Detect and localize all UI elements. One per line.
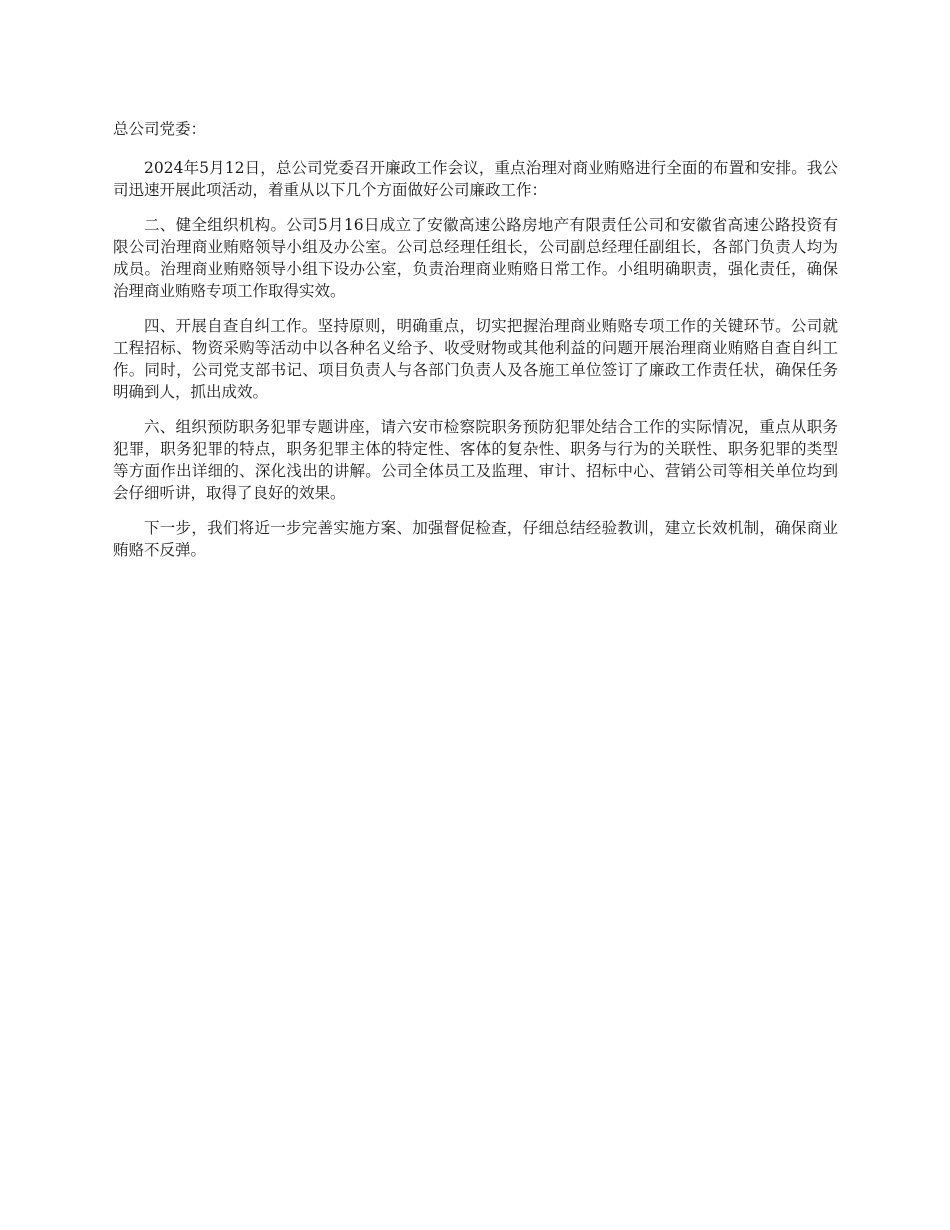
paragraph-next-steps: 下一步，我们将近一步完善实施方案、加强督促检查，仔细总结经验教训，建立长效机制，确保商业贿赂不反弹。 (113, 519, 838, 559)
paragraph-self-inspection: 四、开展自查自纠工作。坚持原则，明确重点，切实把握治理商业贿赂专项工作的关键环节。公司就工程招标、物资采购等活动中以各种名义给予、收受财物或其他利益的问题开展治理商业贿赂自查自纠工作。同时，公司党支部书记、项目负责人与各部门负责人及各施工单位签订了廉政工作责任状，确保任务明确到人，抓出成效。 (113, 317, 838, 401)
paragraph-meeting: 2024年5月12日，总公司党委召开廉政工作会议，重点治理对商业贿赂进行全面的布置和安排。我公司迅速开展此项活动，着重从以下几个方面做好公司廉政工作： (113, 159, 838, 199)
salutation: 总公司党委： (113, 120, 207, 138)
paragraph-lecture: 六、组织预防职务犯罪专题讲座，请六安市检察院职务预防犯罪处结合工作的实际情况，重点从职务犯罪，职务犯罪的特点，职务犯罪主体的特定性、客体的复杂性、职务与行为的关联性、职务犯罪的类型等方面作出详细的、深化浅出的讲解。公司全体员工及监理、审计、招标中心、营销公司等相关单位均到会仔细听讲，取得了良好的效果。 (113, 418, 838, 502)
paragraph-organization: 二、健全组织机构。公司5月16日成立了安徽高速公路房地产有限责任公司和安徽省高速公路投资有限公司治理商业贿赂领导小组及办公室。公司总经理任组长，公司副总经理任副组长，各部门负责人均为成员。治理商业贿赂领导小组下设办公室，负责治理商业贿赂日常工作。小组明确职责，强化责任，确保治理商业贿赂专项工作取得实效。 (113, 216, 838, 300)
document-page (113, 118, 838, 574)
